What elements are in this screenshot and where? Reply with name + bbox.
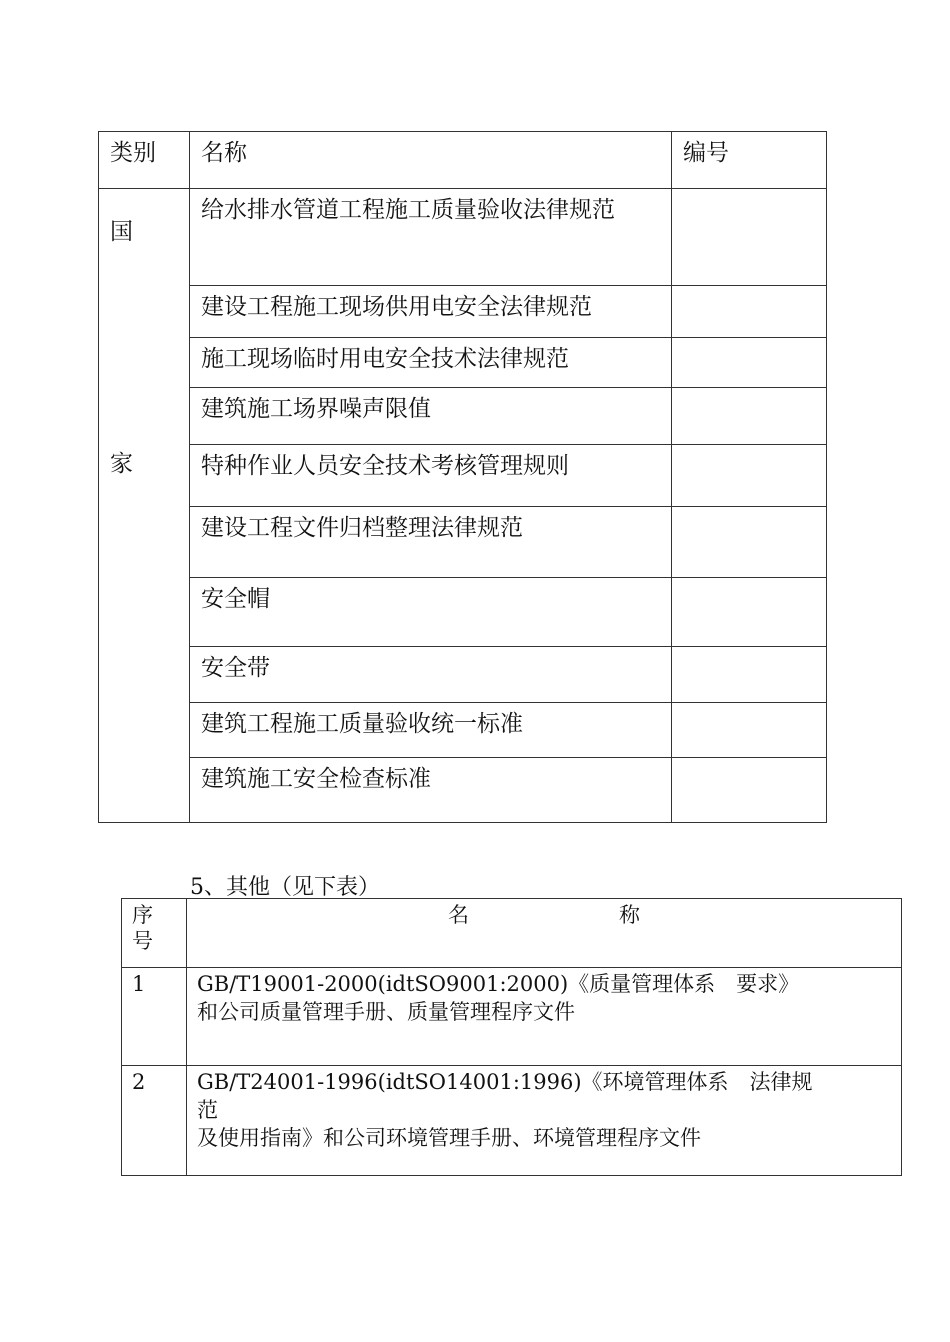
row-name-line: 和公司质量管理手册、质量管理程序文件 (197, 1000, 575, 1024)
standard-name: 特种作业人员安全技术考核管理规则 (190, 445, 672, 507)
row-seq: 1 (122, 968, 187, 1066)
header-seq (122, 899, 187, 968)
table-row (99, 445, 827, 507)
standard-name: 建设工程施工现场供用电安全法律规范 (190, 286, 672, 338)
table-row (122, 1066, 902, 1176)
section-title: 5、其他（见下表） (190, 875, 380, 900)
table-row (99, 703, 827, 758)
standard-number (672, 286, 827, 338)
table-header-row (122, 899, 902, 968)
standard-number (672, 189, 827, 286)
standard-name: 安全带 (190, 647, 672, 703)
table-row (99, 507, 827, 578)
table-row (99, 647, 827, 703)
standard-name: 建筑施工安全检查标准 (190, 758, 672, 823)
header-name: 名称 (190, 132, 672, 189)
category-cell (99, 189, 190, 823)
standard-number (672, 388, 827, 445)
category-char-1: 国 (110, 219, 133, 245)
standard-number (672, 338, 827, 388)
standard-name: 安全帽 (190, 578, 672, 647)
table-row (99, 758, 827, 823)
row-name (187, 1066, 902, 1176)
standard-name: 给水排水管道工程施工质量验收法律规范 (190, 189, 672, 286)
standard-number (672, 445, 827, 507)
table-row (122, 968, 902, 1066)
row-name (187, 968, 902, 1066)
standard-name: 建设工程文件归档整理法律规范 (190, 507, 672, 578)
table-row (99, 189, 827, 286)
row-name-line: GB/T19001-2000(idtSO9001:2000)《质量管理体系 要求》 (197, 972, 800, 996)
table-header-row (99, 132, 827, 189)
row-name-line: 范 (197, 1098, 218, 1122)
standard-number (672, 578, 827, 647)
standard-number (672, 647, 827, 703)
other-documents-table (121, 898, 902, 1176)
table-row (99, 578, 827, 647)
standard-name: 施工现场临时用电安全技术法律规范 (190, 338, 672, 388)
header-seq-line2: 号 (132, 929, 153, 953)
row-name-line: GB/T24001-1996(idtSO14001:1996)《环境管理体系 法律规 (197, 1070, 813, 1094)
table-row (99, 338, 827, 388)
table-row (99, 388, 827, 445)
header-name-part2: 称 (619, 903, 640, 927)
table-row (99, 286, 827, 338)
standard-name: 建筑工程施工质量验收统一标准 (190, 703, 672, 758)
header-number: 编号 (672, 132, 827, 189)
header-seq-line1: 序 (132, 903, 153, 927)
standard-number (672, 507, 827, 578)
header-category: 类别 (99, 132, 190, 189)
standard-number (672, 758, 827, 823)
header-name-part1: 名 (448, 903, 469, 927)
standard-name: 建筑施工场界噪声限值 (190, 388, 672, 445)
standard-number (672, 703, 827, 758)
standards-table (98, 131, 827, 823)
row-seq: 2 (122, 1066, 187, 1176)
category-char-2: 家 (110, 451, 133, 477)
row-name-line: 及使用指南》和公司环境管理手册、环境管理程序文件 (197, 1126, 701, 1150)
header-name (187, 899, 902, 968)
